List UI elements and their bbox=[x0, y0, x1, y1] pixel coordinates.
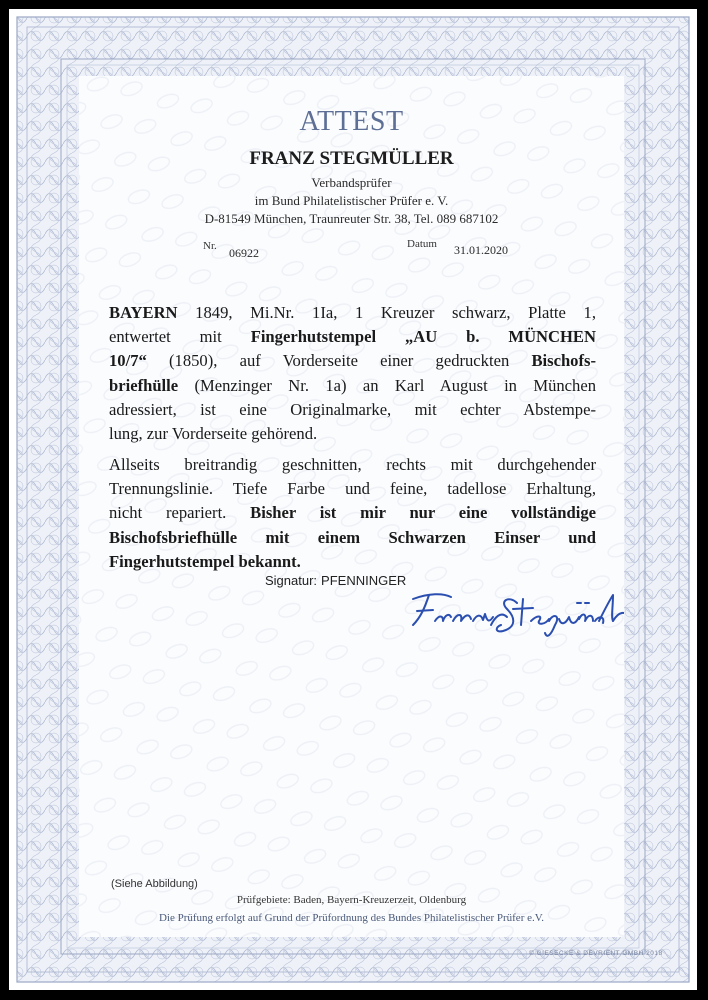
number-label: Nr. bbox=[203, 240, 217, 252]
examiner-role: Verbandsprüfer bbox=[311, 175, 392, 190]
examiner-name: FRANZ STEGMÜLLER bbox=[249, 148, 454, 169]
country: BAYERN bbox=[109, 303, 178, 322]
handwritten-signature bbox=[399, 581, 624, 641]
examiner-address: D-81549 München, Traunreuter Str. 38, Tel. 089 687102 bbox=[204, 211, 499, 226]
examination-rule: Die Prüfung erfolgt auf Grund der Prüfordnung des Bundes Philatelistischer Prüfer e.V. bbox=[158, 912, 545, 924]
see-image-note: (Siehe Abbildung) bbox=[111, 878, 198, 890]
signature-value: PFENNINGER bbox=[321, 573, 407, 588]
examination-fields: Prüfgebiete: Baden, Bayern-Kreuzerzeit, Oldenburg bbox=[236, 894, 467, 906]
certificate-body bbox=[79, 76, 624, 937]
printer-imprint: © GIESECKE & DEVRIENT GMBH 2018 bbox=[529, 950, 663, 957]
signature-line bbox=[265, 572, 406, 590]
date-label: Datum bbox=[407, 238, 437, 250]
certificate-number: 06922 bbox=[229, 246, 259, 260]
paragraph-description: BAYERN 1849, Mi.Nr. 1Ia, 1 Kreuzer schwarz, Platte 1, entwertet mit Fingerhutstempel „AU b. MÜNCHEN 10/7“ (1850), auf Vorderseite einer gedruckten Bischofs- briefhülle (Menzinger Nr. 1a) an Karl August in München adressiert, ist eine Originalmarke, mit echter Abstempe- lung, zur Vorderseite gehörend. bbox=[109, 303, 596, 444]
certificate-sheet bbox=[9, 9, 697, 990]
document-title: ATTEST bbox=[299, 106, 404, 137]
signature-label: Signatur: bbox=[265, 573, 318, 588]
association: im Bund Philatelistischer Prüfer e. V. bbox=[254, 193, 449, 208]
paragraph-condition: Allseits breitrandig geschnitten, rechts mit durchgehender Trennungslinie. Tiefe Farbe und feine, tadellose Erhaltung, nicht repariert. Bisher ist mir nur eine vollständige Bischofsbriefhülle mit einem Schwarzen Einser und Fingerhutstempel bekannt. bbox=[109, 455, 596, 571]
certificate-date: 31.01.2020 bbox=[454, 243, 508, 257]
